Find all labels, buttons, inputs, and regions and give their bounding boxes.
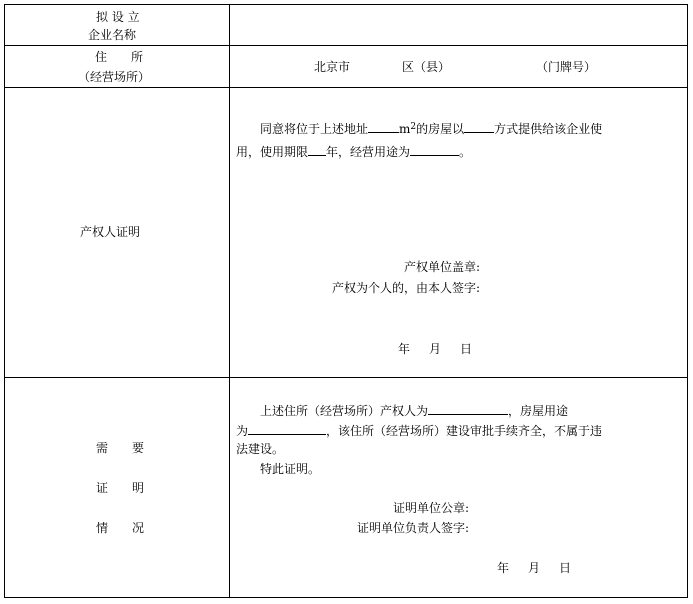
area-blank[interactable]: [368, 120, 399, 133]
address-label-line2: （经营场所）: [78, 70, 151, 84]
table-border-right: [687, 4, 688, 598]
owner-date-day: 日: [460, 342, 473, 356]
table-border-bottom: [4, 597, 688, 598]
proof-paragraph-line4: 特此证明。: [260, 462, 321, 476]
proof-text-b: ，房屋用途: [508, 404, 569, 418]
area-unit-superscript: 2: [410, 122, 417, 132]
table-border-left: [4, 4, 5, 598]
certifier-date-day: 日: [559, 561, 572, 575]
owner-consent-text-f: 。: [459, 145, 472, 159]
certifier-date-month: 月: [528, 561, 541, 575]
proof-paragraph-line1: [260, 402, 568, 418]
address-city: 北京市: [314, 60, 351, 74]
area-unit: m: [399, 122, 411, 136]
business-use-blank[interactable]: [410, 143, 459, 156]
owner-consent-line2: [236, 143, 471, 159]
column-divider: [229, 4, 230, 598]
company-name-label-line2: 企业名称: [88, 28, 137, 42]
owner-consent-text-d: 用，使用期限: [236, 145, 309, 159]
row-divider-3: [4, 377, 688, 378]
owner-signature-label: 产权为个人的，由本人签字:: [332, 281, 481, 295]
address-house-number: （门牌号）: [536, 60, 597, 74]
owner-consent-text-b: 的房屋以: [416, 122, 465, 136]
owner-date-month: 月: [429, 342, 442, 356]
owner-seal-label: 产权单位盖章:: [404, 260, 481, 274]
provision-method-blank[interactable]: [464, 120, 494, 133]
owner-consent-line1: [260, 120, 602, 138]
owner-name-blank[interactable]: [428, 402, 508, 415]
row-divider-2: [4, 87, 688, 88]
proof-paragraph-line3: 法建设。: [236, 442, 285, 456]
owner-consent-text-e: 年，经营用途为: [326, 145, 411, 159]
owner-proof-label: 产权人证明: [80, 225, 141, 239]
certifier-signature-label: 证明单位负责人签字:: [357, 521, 470, 535]
proof-text-d: ，该住所（经营场所）建设审批手续齐全，不属于违: [326, 424, 603, 438]
company-name-field[interactable]: [231, 6, 686, 44]
proof-text-c: 为: [236, 424, 249, 438]
address-label-line1: 住 所: [95, 50, 144, 64]
proof-label-line2: 证 明: [96, 481, 145, 495]
proof-label-line1: 需 要: [96, 441, 145, 455]
owner-consent-text-a: 同意将位于上述地址: [260, 122, 369, 136]
house-use-blank[interactable]: [248, 422, 326, 435]
table-border-top: [4, 4, 688, 5]
proof-text-a: 上述住所（经营场所）产权人为: [260, 404, 429, 418]
proof-paragraph-line2: [236, 422, 602, 438]
certifier-date-year: 年: [497, 561, 510, 575]
owner-consent-text-c: 方式提供给该企业使: [494, 122, 603, 136]
term-years-blank[interactable]: [308, 143, 326, 156]
company-name-label-line1: 拟 设 立: [96, 10, 140, 24]
proof-label-line3: 情 况: [96, 521, 145, 535]
row-divider-1: [4, 45, 688, 46]
certifier-seal-label: 证明单位公章:: [393, 501, 470, 515]
address-district: 区（县）: [402, 60, 451, 74]
owner-date-year: 年: [398, 342, 411, 356]
